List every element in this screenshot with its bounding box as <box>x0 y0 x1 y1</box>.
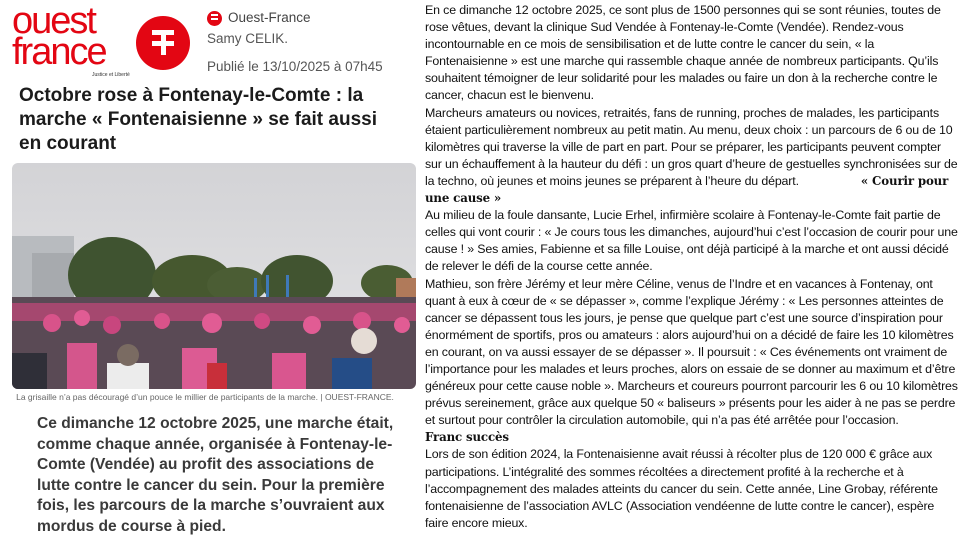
body-paragraph-2 <box>425 105 960 208</box>
article-title: Octobre rose à Fontenay-le-Comte : la marche « Fontenaisienne » se fait aussi en courant <box>19 85 377 154</box>
article-lead: Ce dimanche 12 octobre 2025, une marche était, comme chaque année, organisée à Fontenay-le-Comte (Vendée) au profit des associations de lutte contre le cancer du sein. Pour la première fois, les parcours de la marche s’ouvraient aux mordus de course à pied. <box>37 415 394 535</box>
logo-tagline: Justice et Liberté <box>92 72 130 78</box>
article-photo <box>12 163 416 389</box>
logo-emblem-icon <box>136 16 190 70</box>
body-paragraph-4 <box>425 276 960 447</box>
photo-caption: La grisaille n’a pas découragé d’un pouce le millier de participants de la marche. | OUEST-FRANCE. <box>16 392 394 402</box>
ouest-france-logo[interactable] <box>12 0 192 78</box>
article-header <box>0 0 410 82</box>
subheading-franc-succes: Franc succès <box>425 430 509 445</box>
ouest-france-mini-logo-icon <box>207 11 222 26</box>
crowd-photo-illustration <box>12 163 416 389</box>
source-row <box>207 8 383 28</box>
left-column <box>0 0 410 540</box>
logo-word-ouest: ouest <box>12 0 95 42</box>
logo-word-france: france <box>12 31 106 73</box>
body-paragraph-4-text: Mathieu, son frère Jérémy et leur mère Céline, venus de l’Indre et en vacances à Fontenay, ont quant à eux à cœur de « se dépasser », comme l’explique Jérémy : « Les personnes atteintes de cancer se dépassent tous les jours, je pense que quelque part c’est une source d’inspiration pour énormément de sportifs, pros ou amateurs : alors aujourd’hui on a décidé de faire les 10 kilomètres en courant, on va aussi essayer de se dépasser ». Il poursuit : « Ces événements ont vraiment de l’importance pour les malades et leurs proches, alors on essaie de se donner au maximum et d’être généreux pour cette cause noble ». Marcheurs et coureurs pourront parcourir les 6 ou 10 kilomètres prévus sereinement, grâce aux quelque 50 « baliseurs » présents pour les aider à ne pas se perdre et surtout pour contrôler la circulation automobile, qui n’a pas été arrêtée pour l’occasion. <box>425 276 958 428</box>
source-name[interactable]: Ouest-France <box>228 10 311 25</box>
building-facade <box>32 253 74 301</box>
article-body <box>425 2 960 532</box>
house <box>396 278 416 298</box>
publication-date: Publié le 13/10/2025 à 07h45 <box>207 59 383 74</box>
body-paragraph-3: Au milieu de la foule dansante, Lucie Erhel, infirmière scolaire à Fontenay-le-Comte fait partie de celles qui vont courir : « Je cours tous les dimanches, aujourd’hui c’est l’occasion de courir pour une cause ! » Ses amies, Fabienne et sa fille Louise, ont déjà participé à la marche et ont aussi décidé de relever le défi de la course cette année. <box>425 208 958 274</box>
body-paragraph-2-text: Marcheurs amateurs ou novices, retraités, fans de running, proches de malades, les participants étaient particulièrement nombreux au petit matin. Au menu, deux choix : un parcours de 6 ou de 10 kilomètres qui traverse la ville de part en part. Pour se préparer, les participants peuvent compter sur un échauffement à la hauteur du défi : un gros quart d’heure de gestuelles synchronisées sur de la techno, où jeunes et moins jeunes se préparent à l’heure du départ. <box>425 105 958 188</box>
body-paragraph-1: En ce dimanche 12 octobre 2025, ce sont plus de 1500 personnes qui se sont réunies, toutes de rose vêtues, devant la clinique Sud Vendée à Fontenay-le-Comte (Vendée). Rendez-vous incontournable en ce mois de sensibilisation et de lutte contre le cancer du sein, « la Fontenaisienne » est une marche qui rassemble chaque année de nombreux participants. Qu’ils souhaitent témoigner de leur solidarité pour les malades ou faire un don à la recherche contre le cancer, chacun est le bienvenu. <box>425 3 941 103</box>
body-paragraph-5: Lors de son édition 2024, la Fontenaisienne avait réussi à récolter plus de 120 000 € grâce aux participations. L’intégralité des sommes récoltées a directement profité à la recherche et à l’accompagnement des malades atteints du cancer du sein. Cette année, Line Grobay, référente fontenaisienne de l’association AVLC (Association vendéenne de lutte contre le cancer), espère faire encore mieux. <box>425 447 938 530</box>
subheading-courir: « Courir pour une cause » <box>425 173 949 206</box>
article-meta <box>207 8 383 76</box>
author-name: Samy CELIK. <box>207 31 289 46</box>
